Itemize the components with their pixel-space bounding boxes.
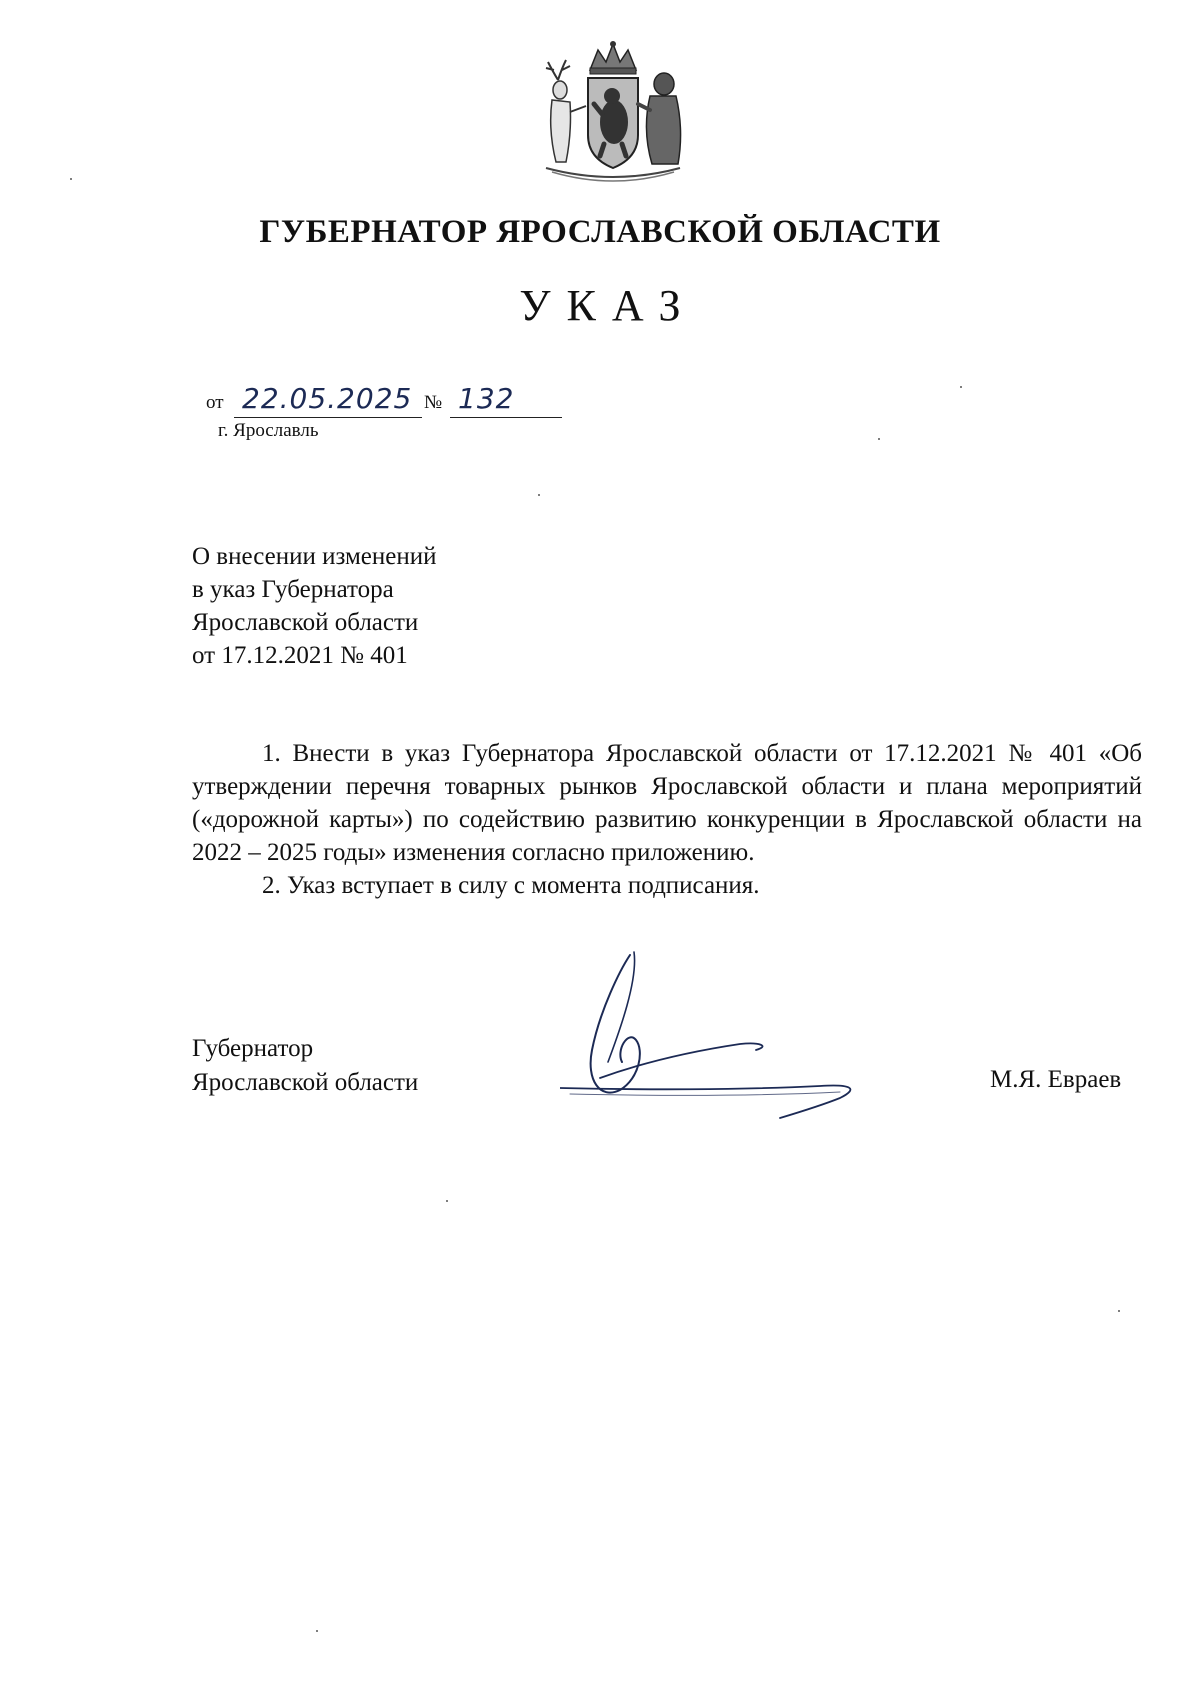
subject-line: О внесении изменений: [192, 543, 437, 570]
coat-of-arms-emblem: [538, 40, 688, 185]
scan-speck: [538, 494, 540, 496]
scan-speck: [446, 1200, 448, 1202]
scan-speck: [960, 386, 962, 388]
scan-speck: [316, 1630, 318, 1632]
number-handwritten-value: 132: [458, 382, 515, 415]
document-subject: [192, 540, 437, 672]
date-label: от: [206, 392, 224, 413]
subject-line: в указ Губернатора: [192, 576, 394, 603]
issuing-authority-heading: ГУБЕРНАТОР ЯРОСЛАВСКОЙ ОБЛАСТИ: [259, 214, 941, 250]
subject-line: Ярославской области: [192, 609, 419, 636]
document-body: [192, 737, 1142, 902]
issue-city: г. Ярославль: [218, 420, 319, 441]
signer-name: М.Я. Евраев: [990, 1066, 1122, 1093]
scan-speck: [70, 178, 72, 180]
signer-position-line: Губернатор: [192, 1035, 314, 1062]
number-field: [450, 383, 562, 418]
date-handwritten-value: 22.05.2025: [242, 382, 413, 415]
body-paragraph: 2. Указ вступает в силу с момента подписания.: [262, 872, 760, 899]
body-paragraph: 1. Внести в указ Губернатора Ярославской области от 17.12.2021 № 401 «Об утверждении перечня товарных рынков Ярославской области и плана мероприятий («дорожной карты») по содействию развитию конкуренции в Ярославской области на 2022 – 2025 годы» изменения согласно приложению.: [192, 740, 1142, 866]
handwritten-signature: [560, 950, 940, 1120]
subject-line: от 17.12.2021 № 401: [192, 642, 408, 669]
document-date-number-line: [206, 382, 606, 422]
date-field: [234, 383, 422, 418]
signer-position: [192, 1032, 418, 1100]
document-type-title: УКАЗ: [519, 281, 697, 330]
signer-position-line: Ярославской области: [192, 1069, 419, 1096]
scan-speck: [1118, 1310, 1120, 1312]
scan-speck: [878, 438, 880, 440]
number-label: №: [424, 392, 443, 413]
